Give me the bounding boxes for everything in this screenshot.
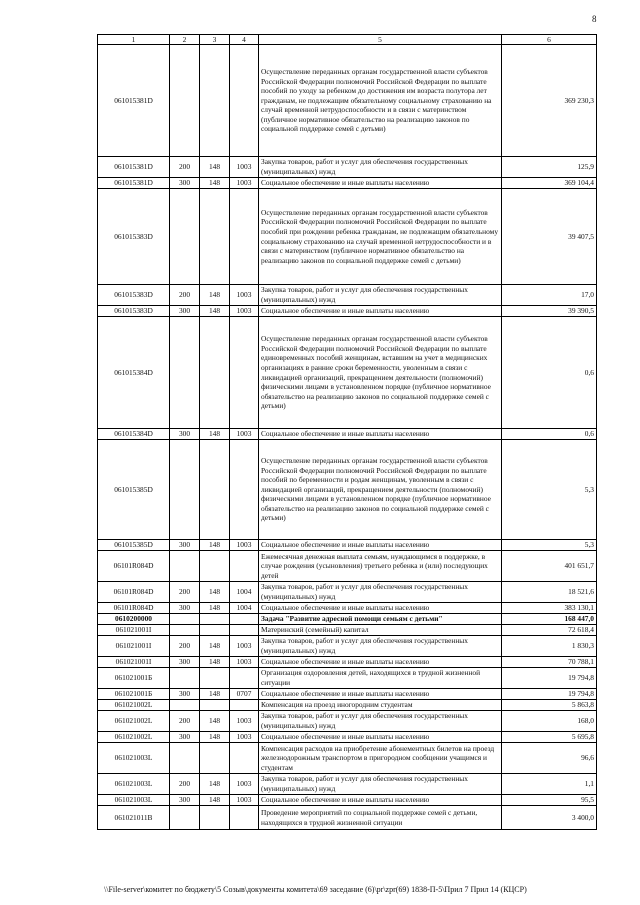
section-code-cell: [230, 806, 259, 830]
amount-cell: 125,9: [502, 157, 597, 178]
program-code-cell: 061021003L: [98, 774, 170, 795]
table-row: [98, 429, 597, 440]
program-code-cell: 061021011B: [98, 806, 170, 830]
section-code-cell: 1003: [230, 657, 259, 668]
table-row: [98, 689, 597, 700]
expense-group-cell: 200: [170, 582, 200, 603]
description-cell: Социальное обеспечение и иные выплаты населению: [259, 429, 502, 440]
ministry-code-cell: [200, 625, 230, 636]
ministry-code-cell: 148: [200, 540, 230, 551]
description-cell: Социальное обеспечение и иные выплаты населению: [259, 306, 502, 317]
description-cell: Социальное обеспечение и иные выплаты населению: [259, 603, 502, 614]
table-row: [98, 582, 597, 603]
description-cell: Материнский (семейный) капитал: [259, 625, 502, 636]
section-code-cell: [230, 743, 259, 774]
table-row: [98, 306, 597, 317]
table-row: [98, 806, 597, 830]
table-row: [98, 551, 597, 582]
ministry-code-cell: 148: [200, 178, 230, 189]
program-code-cell: 061021002L: [98, 732, 170, 743]
program-code-cell: 061021003L: [98, 795, 170, 806]
expense-group-cell: 200: [170, 774, 200, 795]
table-row: [98, 700, 597, 711]
section-code-cell: 1003: [230, 306, 259, 317]
program-code-cell: 06101R084D: [98, 551, 170, 582]
expense-group-cell: 300: [170, 306, 200, 317]
section-code-cell: 1003: [230, 178, 259, 189]
expense-group-cell: [170, 806, 200, 830]
table-row: [98, 540, 597, 551]
expense-group-cell: 200: [170, 157, 200, 178]
description-cell: Компенсация расходов на приобретение абонементных билетов на проезд железнодорожным транспортом в пригородном сообщении учащимся и студентам: [259, 743, 502, 774]
table-row: [98, 625, 597, 636]
description-cell: Осуществление переданных органам государственной власти субъектов Российской Федерации полномочий Российской Федерации по выплате пособий при рождении ребенка гражданам, не подлежащим обязательному социальному страхованию на случай временной нетрудоспособности и в связи с материнством (публичное нормативное обязательство на реализацию законов по социальной поддержке семей с детьми): [259, 189, 502, 285]
table-row: [98, 668, 597, 689]
table-row: [98, 774, 597, 795]
ministry-code-cell: 148: [200, 774, 230, 795]
program-code-cell: 061015381D: [98, 45, 170, 157]
expense-group-cell: [170, 614, 200, 625]
expense-group-cell: [170, 625, 200, 636]
table-row: [98, 440, 597, 540]
page-number: 8: [592, 14, 597, 24]
amount-cell: 39 390,5: [502, 306, 597, 317]
amount-cell: 1,1: [502, 774, 597, 795]
program-code-cell: 061015385D: [98, 440, 170, 540]
program-code-cell: 061015383D: [98, 189, 170, 285]
program-code-cell: 061015383D: [98, 306, 170, 317]
ministry-code-cell: 148: [200, 306, 230, 317]
section-code-cell: 1003: [230, 157, 259, 178]
expense-group-cell: 300: [170, 603, 200, 614]
expense-group-cell: [170, 743, 200, 774]
ministry-code-cell: 148: [200, 689, 230, 700]
ministry-code-cell: 148: [200, 285, 230, 306]
amount-cell: 0,6: [502, 317, 597, 429]
table-row: [98, 189, 597, 285]
amount-cell: 19 794,8: [502, 689, 597, 700]
amount-cell: 369 104,4: [502, 178, 597, 189]
description-cell: Осуществление переданных органам государственной власти субъектов Российской Федерации полномочий Российской Федерации по выплате пособий по беременности и родам женщинам, уволенным в связи с ликвидацией организаций, прекращением деятельности (полномочий) физическими лицами в установленном порядке (публичное нормативное обязательство на реализацию законов по социальной поддержке семей с детьми): [259, 440, 502, 540]
program-code-cell: 061015384D: [98, 317, 170, 429]
section-code-cell: 1003: [230, 711, 259, 732]
ministry-code-cell: 148: [200, 429, 230, 440]
amount-cell: 39 407,5: [502, 189, 597, 285]
table-row: [98, 285, 597, 306]
amount-cell: 0,6: [502, 429, 597, 440]
amount-cell: 3 400,0: [502, 806, 597, 830]
description-cell: Осуществление переданных органам государственной власти субъектов Российской Федерации полномочий Российской Федерации по выплате пособий по уходу за ребенком до достижения им возраста полутора лет гражданам, не подлежащим обязательному социальному страхованию на случай временной нетрудоспособности и в связи с материнством (публичное нормативное обязательство на реализацию законов по социальной поддержке семей с детьми): [259, 45, 502, 157]
program-code-cell: 061021001Б: [98, 689, 170, 700]
ministry-code-cell: [200, 743, 230, 774]
expense-group-cell: [170, 440, 200, 540]
program-code-cell: 061015381D: [98, 178, 170, 189]
file-path-footer: \\File-server\комитет по бюджету\5 Созыв\документы комитета\69 заседание (6)\pr\zpr(69) 1838-П-5\Прил 7 Прил 14 (КЦСР): [104, 885, 527, 894]
expense-group-cell: 300: [170, 657, 200, 668]
section-code-cell: 1003: [230, 732, 259, 743]
amount-cell: 168,0: [502, 711, 597, 732]
program-code-cell: 061021002L: [98, 700, 170, 711]
program-code-cell: 061021001I: [98, 657, 170, 668]
amount-cell: 5,3: [502, 440, 597, 540]
ministry-code-cell: [200, 317, 230, 429]
program-code-cell: 061015385D: [98, 540, 170, 551]
section-code-cell: [230, 440, 259, 540]
section-code-cell: [230, 317, 259, 429]
expense-group-cell: [170, 551, 200, 582]
description-cell: Социальное обеспечение и иные выплаты населению: [259, 657, 502, 668]
ministry-code-cell: [200, 440, 230, 540]
program-code-cell: 061015383D: [98, 285, 170, 306]
amount-cell: 1 830,3: [502, 636, 597, 657]
amount-cell: 18 521,6: [502, 582, 597, 603]
ministry-code-cell: 148: [200, 603, 230, 614]
expense-group-cell: [170, 317, 200, 429]
ministry-code-cell: 148: [200, 657, 230, 668]
program-code-cell: 061015381D: [98, 157, 170, 178]
section-code-cell: 1004: [230, 603, 259, 614]
amount-cell: 5 695,8: [502, 732, 597, 743]
table-row: [98, 614, 597, 625]
description-cell: Закупка товаров, работ и услуг для обеспечения государственных (муниципальных) нужд: [259, 582, 502, 603]
program-code-cell: 06101R084D: [98, 582, 170, 603]
table-row: [98, 743, 597, 774]
description-cell: Компенсация на проезд иногородним студентам: [259, 700, 502, 711]
expense-group-cell: 200: [170, 711, 200, 732]
table-row: [98, 636, 597, 657]
ministry-code-cell: [200, 668, 230, 689]
table-row: [98, 657, 597, 668]
description-cell: Организация оздоровления детей, находящихся в трудной жизненной ситуации: [259, 668, 502, 689]
section-code-cell: 0707: [230, 689, 259, 700]
description-cell: Социальное обеспечение и иные выплаты населению: [259, 795, 502, 806]
description-cell: Осуществление переданных органам государственной власти субъектов Российской Федерации полномочий Российской Федерации по выплате единовременных пособий женщинам, вставшим на учет в медицинских организациях в ранние сроки беременности, уволенным в связи с ликвидацией организаций, прекращением деятельности (полномочий) физическими лицами в установленном порядке (публичное нормативное обязательство на реализацию законов по социальной поддержке семей с детьми): [259, 317, 502, 429]
table-row: [98, 178, 597, 189]
expense-group-cell: 300: [170, 429, 200, 440]
expense-group-cell: 300: [170, 732, 200, 743]
section-code-cell: 1003: [230, 774, 259, 795]
description-cell: Закупка товаров, работ и услуг для обеспечения государственных (муниципальных) нужд: [259, 157, 502, 178]
table-row: [98, 45, 597, 157]
program-code-cell: 061021003L: [98, 743, 170, 774]
column-header: 6: [502, 35, 597, 45]
section-code-cell: [230, 614, 259, 625]
section-code-cell: 1003: [230, 795, 259, 806]
budget-table: [97, 34, 597, 830]
ministry-code-cell: [200, 189, 230, 285]
section-code-cell: 1004: [230, 582, 259, 603]
program-code-cell: 061021001I: [98, 636, 170, 657]
section-code-cell: [230, 625, 259, 636]
table-row: [98, 732, 597, 743]
column-header: 2: [170, 35, 200, 45]
amount-cell: 401 651,7: [502, 551, 597, 582]
ministry-code-cell: [200, 614, 230, 625]
amount-cell: 383 130,1: [502, 603, 597, 614]
section-code-cell: [230, 551, 259, 582]
amount-cell: 168 447,0: [502, 614, 597, 625]
ministry-code-cell: 148: [200, 636, 230, 657]
program-code-cell: 061015384D: [98, 429, 170, 440]
ministry-code-cell: 148: [200, 711, 230, 732]
table-row: [98, 317, 597, 429]
expense-group-cell: 300: [170, 540, 200, 551]
table-row: [98, 795, 597, 806]
column-header: 5: [259, 35, 502, 45]
section-code-cell: 1003: [230, 636, 259, 657]
amount-cell: 5 863,8: [502, 700, 597, 711]
column-header: 1: [98, 35, 170, 45]
description-cell: Проведение мероприятий по социальной поддержке семей с детьми, находящихся в трудной жизненной ситуации: [259, 806, 502, 830]
expense-group-cell: 200: [170, 285, 200, 306]
expense-group-cell: [170, 189, 200, 285]
amount-cell: 17,0: [502, 285, 597, 306]
description-cell: Ежемесячная денежная выплата семьям, нуждающимся в поддержке, в случае рождения (усыновления) третьего ребенка и (или) последующих детей: [259, 551, 502, 582]
description-cell: Социальное обеспечение и иные выплаты населению: [259, 689, 502, 700]
expense-group-cell: [170, 45, 200, 157]
description-cell: Задача "Развитие адресной помощи семьям с детьми": [259, 614, 502, 625]
table-row: [98, 711, 597, 732]
description-cell: Закупка товаров, работ и услуг для обеспечения государственных (муниципальных) нужд: [259, 711, 502, 732]
program-code-cell: 061021001Б: [98, 668, 170, 689]
amount-cell: 19 794,8: [502, 668, 597, 689]
description-cell: Социальное обеспечение и иные выплаты населению: [259, 178, 502, 189]
description-cell: Социальное обеспечение и иные выплаты населению: [259, 732, 502, 743]
column-header: 3: [200, 35, 230, 45]
program-code-cell: 0610200000: [98, 614, 170, 625]
ministry-code-cell: 148: [200, 795, 230, 806]
section-code-cell: 1003: [230, 285, 259, 306]
section-code-cell: [230, 189, 259, 285]
ministry-code-cell: 148: [200, 157, 230, 178]
description-cell: Социальное обеспечение и иные выплаты населению: [259, 540, 502, 551]
description-cell: Закупка товаров, работ и услуг для обеспечения государственных (муниципальных) нужд: [259, 774, 502, 795]
amount-cell: 369 230,3: [502, 45, 597, 157]
amount-cell: 5,3: [502, 540, 597, 551]
ministry-code-cell: [200, 551, 230, 582]
section-code-cell: [230, 45, 259, 157]
section-code-cell: [230, 668, 259, 689]
expense-group-cell: 200: [170, 636, 200, 657]
expense-group-cell: [170, 668, 200, 689]
section-code-cell: [230, 700, 259, 711]
amount-cell: 72 618,4: [502, 625, 597, 636]
ministry-code-cell: [200, 45, 230, 157]
column-header: 4: [230, 35, 259, 45]
table-row: [98, 603, 597, 614]
ministry-code-cell: 148: [200, 582, 230, 603]
table-header-row: [98, 35, 597, 45]
ministry-code-cell: [200, 806, 230, 830]
program-code-cell: 061021002L: [98, 711, 170, 732]
ministry-code-cell: [200, 700, 230, 711]
section-code-cell: 1003: [230, 429, 259, 440]
description-cell: Закупка товаров, работ и услуг для обеспечения государственных (муниципальных) нужд: [259, 636, 502, 657]
program-code-cell: 06101R084D: [98, 603, 170, 614]
amount-cell: 70 788,1: [502, 657, 597, 668]
amount-cell: 95,5: [502, 795, 597, 806]
expense-group-cell: 300: [170, 689, 200, 700]
expense-group-cell: [170, 700, 200, 711]
ministry-code-cell: 148: [200, 732, 230, 743]
table-row: [98, 157, 597, 178]
expense-group-cell: 300: [170, 795, 200, 806]
amount-cell: 96,6: [502, 743, 597, 774]
program-code-cell: 061021001I: [98, 625, 170, 636]
expense-group-cell: 300: [170, 178, 200, 189]
section-code-cell: 1003: [230, 540, 259, 551]
description-cell: Закупка товаров, работ и услуг для обеспечения государственных (муниципальных) нужд: [259, 285, 502, 306]
